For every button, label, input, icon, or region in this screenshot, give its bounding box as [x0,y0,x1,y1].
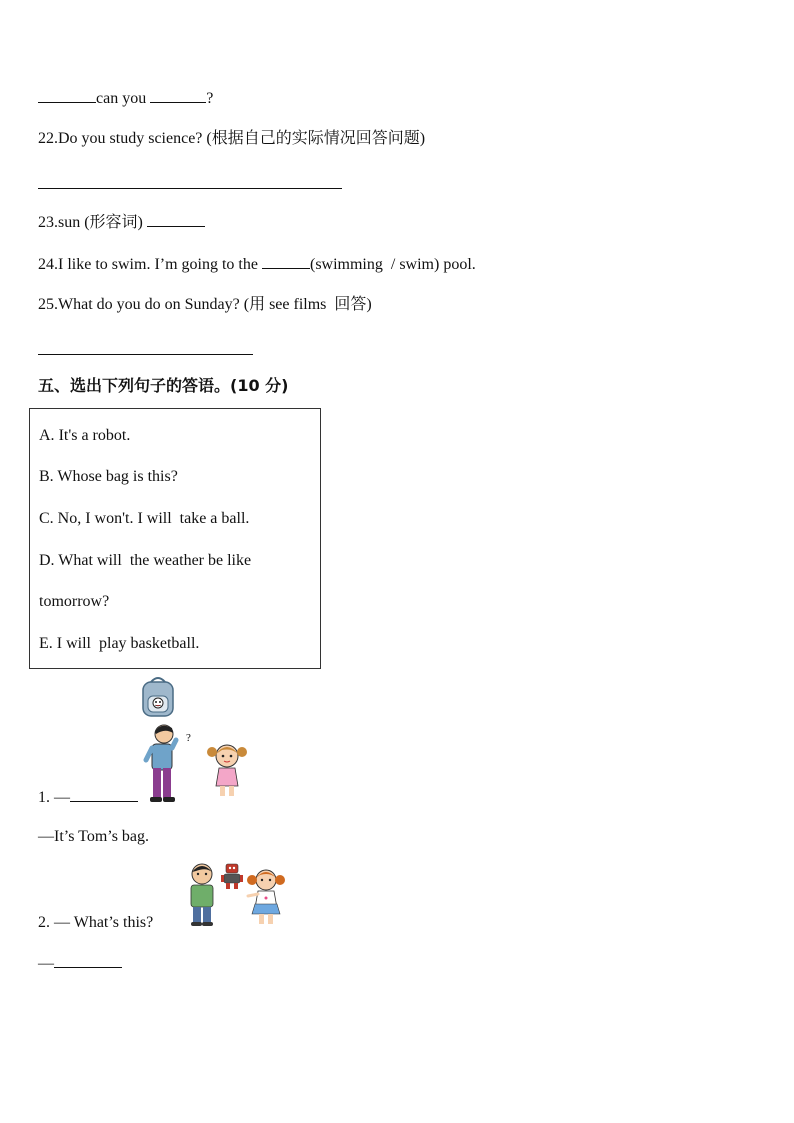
question-22 [38,129,425,149]
options-box [29,408,321,669]
answer-blank[interactable] [70,787,138,802]
option-c [39,509,249,529]
question-text: Do you study science? (根据自己的实际情况回答问题) [58,130,426,147]
question-mark: ? [186,732,191,744]
boy-icon [184,862,220,928]
answer-blank[interactable] [150,88,206,103]
girl-pointing-icon [244,866,288,928]
robot-icon [220,862,244,890]
question-23 [38,212,205,233]
option-d-continued [39,592,109,612]
question-text: I like to swim. I’m going to the [58,256,258,273]
question-text-after: (swimming / swim) pool. [309,256,476,273]
question-text: sun (形容词) [58,214,143,231]
option-text: tomorrow? [39,593,110,610]
dialog-1-answer: —It’s Tom’s bag. [38,828,150,845]
answer-blank[interactable] [147,212,205,227]
boy-thinking-icon [140,722,184,804]
dialog-1-question [38,787,138,808]
option-text: No, I won't. I will take a ball. [57,510,250,527]
option-label: E. [39,635,53,652]
question-number: 24. [38,256,58,273]
backpack-icon [138,676,178,720]
answer-blank[interactable] [54,953,122,968]
q21-end: ? [206,90,214,107]
option-b [39,467,178,487]
q21-text: can you [96,90,147,107]
option-label: D. [39,552,55,569]
option-label: C. [39,510,54,527]
answer-line-22[interactable] [38,188,342,189]
question-21 [38,88,213,109]
option-label: A. [39,427,55,444]
option-text: I will play basketball. [56,635,200,652]
option-d [39,551,251,571]
option-label: B. [39,468,54,485]
option-text: It's a robot. [58,427,131,444]
option-e [39,634,199,654]
option-text: Whose bag is this? [57,468,178,485]
section-heading: 五、选出下列句子的答语。(10 分) [38,376,289,395]
question-number: 23. [38,214,58,231]
answer-blank[interactable] [262,254,310,269]
dialog-2-question: 2. — What’s this? [38,914,154,931]
question-25 [38,295,372,315]
question-number: 22. [38,130,58,147]
dialog-2-answer [38,953,122,974]
answer-line-25[interactable] [38,354,253,355]
girl-icon [204,740,250,798]
question-24 [38,254,476,275]
option-a [39,426,130,446]
question-number: 25. [38,296,58,313]
option-text: What will the weather be like [58,552,252,569]
dialog-prefix: 1. — [38,789,70,806]
answer-blank[interactable] [38,88,96,103]
question-text: What do you do on Sunday? (用 see films 回答) [58,296,372,313]
dialog-prefix: — [38,955,54,972]
